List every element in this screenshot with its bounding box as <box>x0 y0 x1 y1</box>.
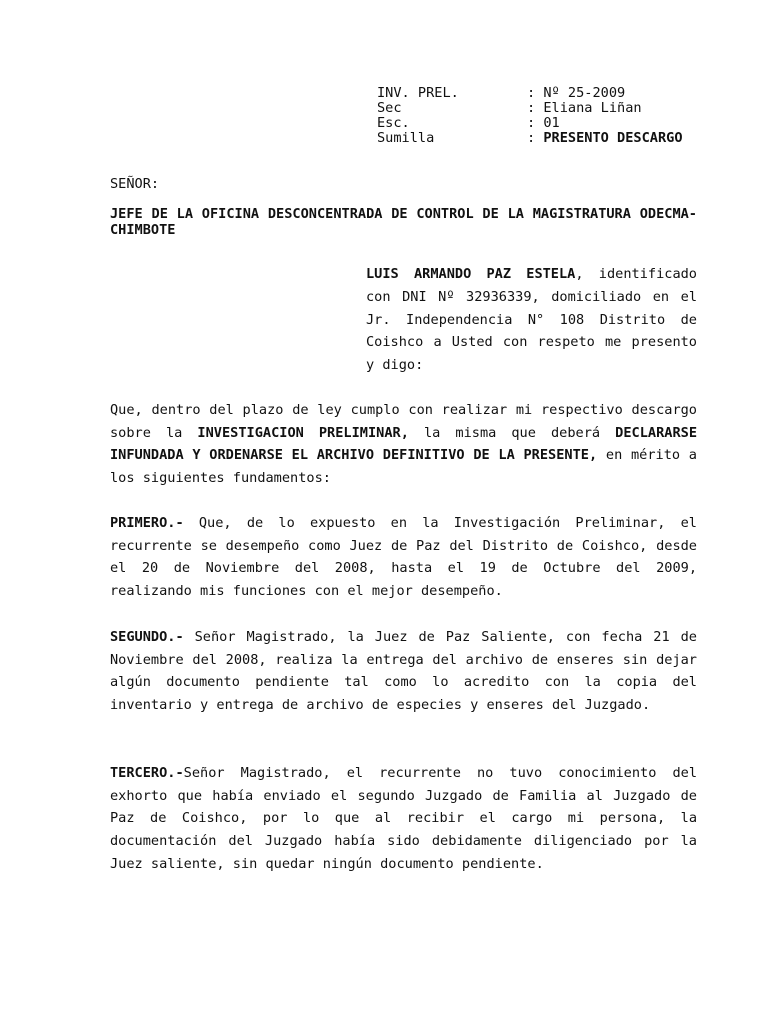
sumilla-value: PRESENTO DESCARGO <box>543 130 683 146</box>
primero-text: Que, de lo expuesto en la Investigación Preliminar, el recurrente se desempeño como Juez de Paz del Distrito de Coishco, desde el 20 de Noviembre del 2008, hasta el 19 de Octubre del 2009, realizando mis funciones con el mejor desempeño. <box>110 515 697 600</box>
header-row-sumilla <box>377 131 683 146</box>
primero-paragraph <box>110 512 697 603</box>
header-label: Esc. <box>377 115 410 131</box>
intro-text-3: en mérito a los siguientes fundamentos: <box>110 447 697 487</box>
header-value: : Nº 25-2009 <box>527 85 626 101</box>
applicant-name: LUIS ARMANDO PAZ ESTELA <box>366 266 576 282</box>
header-row-sec <box>377 101 642 116</box>
identification-text: , identificado con DNI Nº 32936339, domiciliado en el Jr. Independencia N° 108 Distrito de Coishco a Usted con respeto me presento y digo: <box>366 266 697 374</box>
intro-paragraph <box>110 399 697 490</box>
segundo-label: SEGUNDO.- <box>110 629 184 645</box>
header-row-esc <box>377 116 560 131</box>
segundo-paragraph <box>110 626 697 717</box>
header-row-inv <box>377 86 625 101</box>
tercero-label: TERCERO.- <box>110 765 184 781</box>
header-label: Sec <box>377 100 402 116</box>
header-label: INV. PREL. <box>377 85 459 101</box>
salutation: SEÑOR: <box>110 176 160 192</box>
header-value: : 01 <box>527 115 560 131</box>
intro-bold-2: DECLARARSE INFUNDADA Y ORDENARSE EL ARCHIVO DEFINITIVO DE LA PRESENTE, <box>110 424 697 464</box>
segundo-text: Señor Magistrado, la Juez de Paz Saliente, con fecha 21 de Noviembre del 2008, realiza la entrega del archivo de enseres sin dejar algún documento pendiente tal como lo acredito con la copia del inventario y entrega de archivo de especies y enseres del Juzgado. <box>110 629 697 714</box>
header-value-prefix: : <box>527 130 544 146</box>
primero-label: PRIMERO.- <box>110 515 184 531</box>
identification-paragraph <box>366 263 697 377</box>
intro-bold-1: INVESTIGACION PRELIMINAR, <box>197 424 409 441</box>
intro-text-2: la misma que deberá <box>408 424 616 441</box>
tercero-paragraph <box>110 762 697 876</box>
header-label: Sumilla <box>377 130 435 146</box>
intro-text-1: Que, dentro del plazo de ley cumplo con realizar mi respectivo descargo sobre la <box>110 402 697 441</box>
addressee: JEFE DE LA OFICINA DESCONCENTRADA DE CONTROL DE LA MAGISTRATURA ODECMA-CHIMBOTE <box>110 206 697 238</box>
header-value: : Eliana Liñan <box>527 100 642 116</box>
tercero-text: Señor Magistrado, el recurrente no tuvo conocimiento del exhorto que había enviado el segundo Juzgado de Familia al Juzgado de Paz de Coishco, por lo que al recibir el cargo mi persona, la documentación del Juzgado había sido debidamente diligenciado por la Juez saliente, sin quedar ningún documento pendiente. <box>110 765 697 872</box>
